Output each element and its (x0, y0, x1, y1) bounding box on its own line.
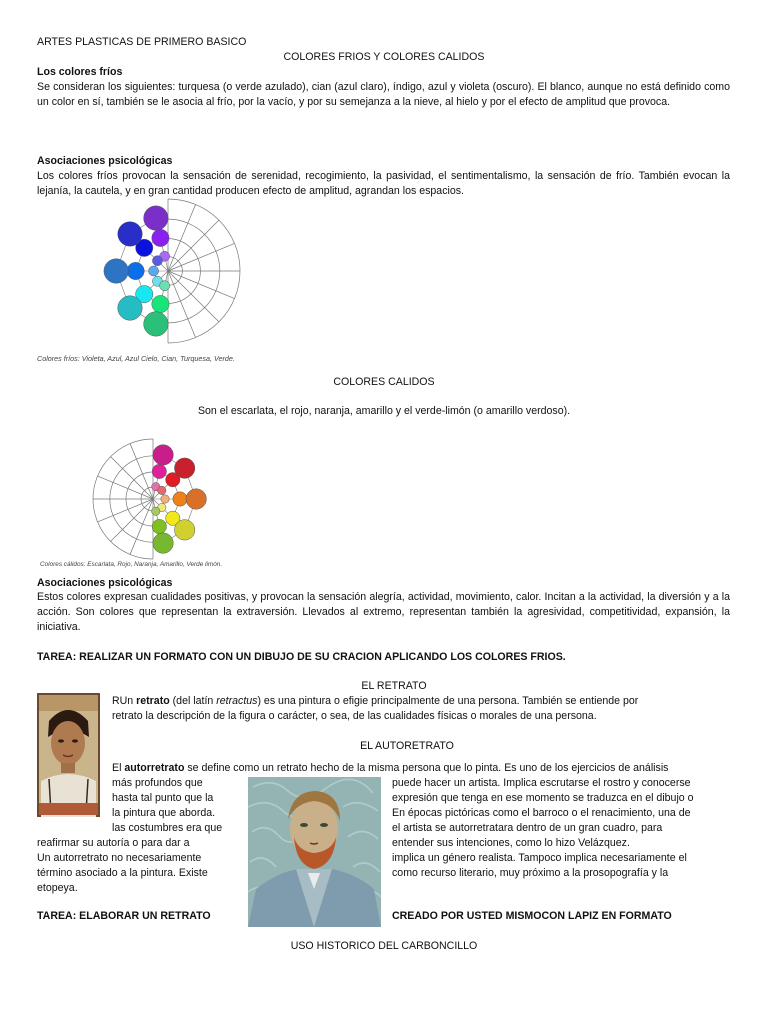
left-line: la pintura que aborda. (112, 807, 216, 819)
retrato-term: retrato (136, 695, 170, 707)
warm-wheel-swatch (174, 458, 194, 478)
right-line: entender sus intenciones, como lo hizo Velázquez. (392, 837, 630, 849)
warm-wheel-swatch (153, 533, 173, 553)
right-line: En épocas pictóricas como el barroco o el renacimiento, una de (392, 807, 691, 819)
retrato-line-1 (112, 694, 638, 709)
cold-wheel-swatch (152, 229, 169, 246)
task-cold-colors: TAREA: REALIZAR UN FORMATO CON UN DIBUJO DE SU CRACION APLICANDO LOS COLORES FRIOS. (37, 651, 566, 663)
retrato-rest: ) es una pintura o efigie principalmente de una persona. También se entiende por (257, 695, 639, 707)
right-line: el artista se autorretratara dentro de un gran cuadro, para (392, 822, 663, 834)
warm-wheel-caption: Colores cálidos: Escarlata, Rojo, Naranja, Amarillo, Verde limón. (40, 561, 223, 568)
warm-wheel-swatch (186, 489, 206, 509)
retrato-latin: retractus (216, 695, 258, 707)
autoretrato-prefix: El (112, 762, 125, 774)
charcoal-heading: USO HISTORICO DEL CARBONCILLO (290, 940, 478, 952)
left-line: término asociado a la pintura. Existe (37, 867, 208, 879)
warm-assoc-heading: Asociaciones psicológicas (37, 577, 173, 589)
cold-wheel-swatch (149, 266, 159, 276)
cold-wheel-swatch (152, 256, 162, 266)
task-portrait-right: CREADO POR USTED MISMOCON LAPIZ EN FORMATO (392, 910, 672, 922)
warm-assoc-paragraph: Estos colores expresan cualidades positivas, y provocan la sensación alegría, actividad, movimiento, calor. Incitan a la actividad, la diversión y a la acción. Son colores que representan la extraversión. Llevados al extremo, representan también la agresividad, competitividad, expansión, la iniciativa. (37, 591, 730, 633)
course-title: ARTES PLASTICAS DE PRIMERO BASICO (37, 36, 247, 48)
fayum-portrait-image (37, 693, 100, 817)
warm-wheel-swatch (173, 492, 187, 506)
left-line: Un autorretrato no necesariamente (37, 852, 202, 864)
autoretrato-line-1 (112, 761, 668, 776)
cold-color-wheel (80, 198, 250, 344)
cold-wheel-swatch (152, 295, 169, 312)
cold-wheel-swatch (118, 296, 142, 320)
autoretrato-term: autorretrato (124, 762, 185, 774)
warm-wheel-swatch (152, 507, 160, 515)
warm-wheel-swatch (158, 486, 166, 494)
autoretrato-heading: EL AUTORETRATO (360, 740, 454, 752)
page-title: COLORES FRIOS Y COLORES CALIDOS (283, 51, 485, 63)
warm-intro: Son el escarlata, el rojo, naranja, amarillo y el verde-limón (o amarillo verdoso). (197, 405, 571, 417)
left-line: las costumbres era que (112, 822, 223, 834)
warm-heading: COLORES CALIDOS (333, 376, 435, 388)
right-line: como recurso literario, muy próximo a la prosopografía y la (392, 867, 669, 879)
left-line: reafirmar su autoría o para dar a (37, 837, 190, 849)
cold-wheel-swatch (104, 259, 128, 283)
warm-wheel-swatch (174, 520, 194, 540)
cold-wheel-swatch (160, 281, 170, 291)
right-line: puede hacer un artista. Implica escrutarse el rostro y conocerse (392, 777, 691, 789)
cold-wheel-swatch (127, 262, 144, 279)
retrato-prefix: RUn (112, 695, 137, 707)
warm-wheel-swatch (153, 445, 173, 465)
cold-heading: Los colores fríos (37, 66, 123, 78)
cold-assoc-paragraph: Los colores fríos provocan la sensación de serenidad, recogimiento, la pasividad, el sentimentalismo, la sensación de frío. También evocan la lejanía, la cautela, y en gran cantidad producen efecto de amplitud, agrandan los espacios. (37, 170, 730, 197)
right-line: expresión que tenga en ese momento se traduzca en el dibujo o (392, 792, 694, 804)
task-portrait-left: TAREA: ELABORAR UN RETRATO (37, 910, 211, 922)
left-line: etopeya. (37, 882, 78, 894)
retrato-mid: (del latín (169, 695, 217, 707)
retrato-line-2: retrato la descripción de la figura o carácter, o sea, de las cualidades físicas o morales de una persona. (112, 710, 597, 722)
cold-assoc-heading: Asociaciones psicológicas (37, 155, 173, 167)
autoretrato-rest: se define como un retrato hecho de la misma persona que lo pinta. Es uno de los ejercicios de análisis (184, 762, 669, 774)
warm-wheel-swatch (152, 519, 166, 533)
retrato-heading: EL RETRATO (361, 680, 427, 692)
cold-wheel-swatch (118, 222, 142, 246)
cold-wheel-swatch (144, 206, 168, 230)
warm-wheel-swatch (152, 464, 166, 478)
warm-wheel-swatch (161, 495, 169, 503)
left-line: más profundos que (112, 777, 203, 789)
right-line: implica un género realista. Tampoco implica necesariamente el (392, 852, 687, 864)
cold-wheel-swatch (144, 312, 168, 336)
van-gogh-self-portrait-image (248, 777, 381, 927)
left-line: hasta tal punto que la (112, 792, 214, 804)
cold-wheel-caption: Colores fríos: Violeta, Azul, Azul Cielo, Cian, Turquesa, Verde. (37, 354, 235, 363)
warm-color-wheel (75, 437, 225, 561)
cold-paragraph: Se consideran los siguientes: turquesa (o verde azulado), cian (azul claro), índigo, azul y violeta (oscuro). El blanco, aunque no está definido como un color en sí, también se le asocia al frío, por la vacío, y por su semejanza a la nieve, al hielo y por el efecto de amplitud que provoca. (37, 81, 730, 108)
